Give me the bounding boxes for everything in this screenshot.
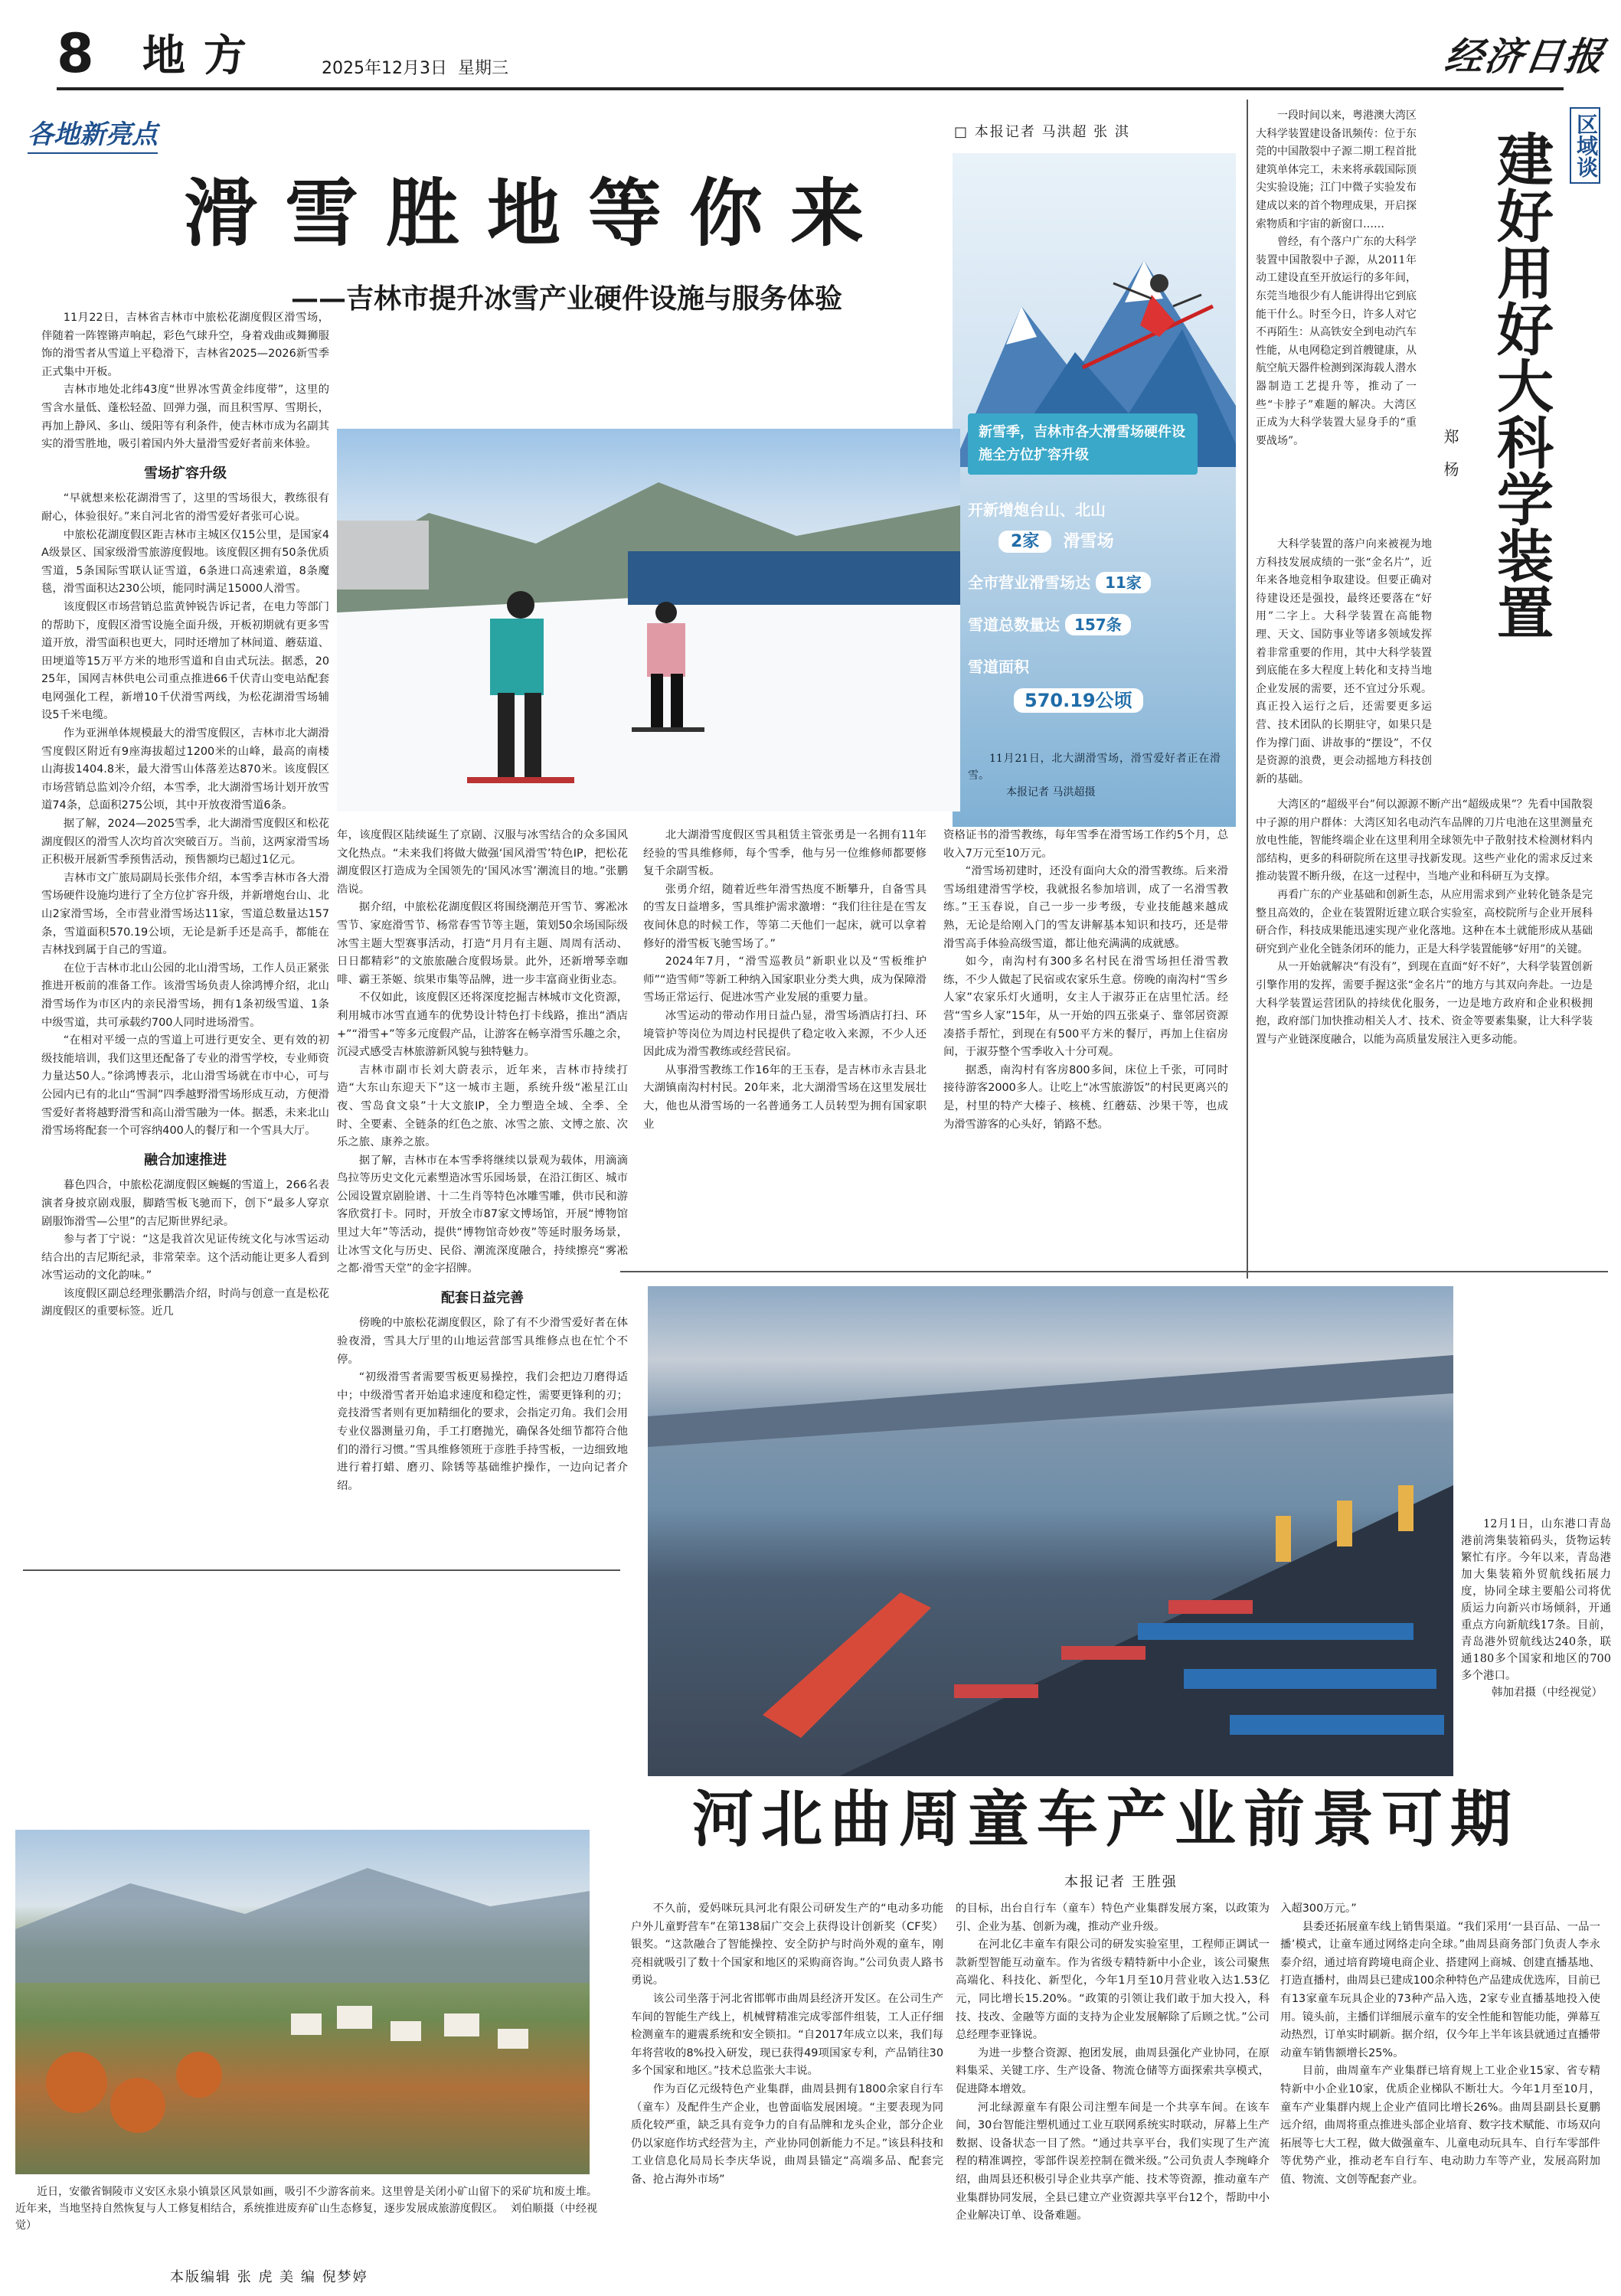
weekday-text: 星期三: [457, 59, 508, 78]
infographic-row-3: [968, 612, 1131, 635]
ski-col-3: [643, 827, 927, 1256]
paragraph: 再看广东的产业基础和创新生态，从应用需求到产业转化链条是完整且高效的，企业在装置附近建立联合实验室，高校院所与企业开展科研合作，科技成果能迅速实现产业化落地。这种在本土就能形成从基础研究到产业化全链条闭环的能力，正是大科学装置能够“好用”的关键。: [1256, 888, 1593, 955]
port-top-rule: [620, 1271, 1608, 1272]
opinion-tag: 区域谈: [1570, 107, 1600, 184]
paragraph: 在河北亿丰童车有限公司的研发实验室里，工程师正调试一款新型智能互动童车。作为省级专精特新中小企业，该公司聚焦高端化、科技化、新型化，今年1月至10月营业收入达1.53亿元，同比增长15.20%。“政策的引领让我们敢于加大投入，科技、技改、金融等方面的支持为企业发展解除了后顾之忧。”公司总经理李亚锋说。: [956, 1938, 1270, 2042]
opinion-divider: [1247, 100, 1248, 1279]
paragraph: 曾经，有个落户广东的大科学装置中国散裂中子源，从2011年动工建设直至开放运行的多年间，东莞当地很少有人能讲得出它到底能干什么。时至今日，许多人对它不再陌生：从高铁安全到电动汽车性能，从电网稳定到首艘键康，从航空航天器件检测到深海载人潜水器制造工艺提升等，推动了一些“卡脖子”难题的解决。大湾区正成为大科学装置大显身手的“重要战场”。: [1256, 236, 1417, 447]
paragraph: 中旅松花湖度假区距吉林市主城区仅15公里，是国家4A级景区、国家级滑雪旅游度假地。该度假区拥有50条优质雪道，5条国际雪联认证雪道，6条进口高速索道，8条魔毯，滑雪面积达230公顷，能同时满足15000人滑雪。: [41, 528, 329, 596]
infographic-banner: 新雪季，吉林市各大滑雪场硬件设施全方位扩容升级: [968, 413, 1198, 475]
header-rule: [57, 87, 1564, 90]
paragraph: 河北绿源童车有限公司注塑车间是一个共享车间。在该车间，30台智能注塑机通过工业互联网系统实时联动，屏幕上生产数据、设备状态一目了然。“通过共享平台，我们实现了生产流程的精准调控，零部件误差控制在微米级。”公司负责人李琬峰介绍，曲周县还积极引导企业共享产能、技术等资源，推动童车产业集群协同发展，全县已建立产业资源共享平台12个，帮助中小企业解决订单、设备难题。: [956, 2101, 1270, 2223]
paragraph: 从事滑雪教练工作16年的王玉春，是吉林市永吉县北大湖镇南沟村村民。20年来，北大湖滑雪场在这里发展壮大，他也从滑雪场的一名普通务工人员转型为拥有国家职业: [643, 1063, 927, 1131]
paragraph: 大湾区的“超级平台”何以源源不断产出“超级成果”？先看中国散裂中子源的用户群体：大湾区知名电动汽车品牌的刀片电池在这里测量充放电性能，智能终端企业在这里利用全球领先中子散射技术检测材料内部结构，更多的科研院所在这里寻找新发现。这些产业化的需求反过来推动装置不断升级，在这一过程中，当地产业和科研互为支撑。: [1256, 799, 1593, 883]
ski-slope-illustration: [337, 429, 960, 812]
row-suffix: 滑雪场: [1063, 532, 1114, 551]
village-caption: 近日，安徽省铜陵市义安区永泉小镇景区风景如画，吸引不少游客前来。这里曾是关闭小矿山留下的采矿坑和废土堆。近年来，当地坚持自然恢复与人工修复相结合，系统推进废弃矿山生态修复，逐步发展成旅游度假区。 刘伯顺摄（中经视觉）: [15, 2186, 597, 2232]
infographic-row-1-value: [998, 528, 1114, 552]
paragraph: 冰雪运动的带动作用日益凸显，滑雪场酒店打扫、环境管护等岗位为周边村民提供了稳定收入来源，不少人还因此成为滑雪教练或经营民宿。: [643, 1009, 927, 1059]
subhead-1: 雪场扩容升级: [144, 465, 227, 482]
paragraph: “初级滑雪者需要雪板更易操控，我们会把边刀磨得适中；中级滑雪者开始追求速度和稳定性，需要更锋利的刃；竞技滑雪者则有更加精细化的要求，会指定刃角。我们会用专业仪器测量刃角，手工打磨抛光，确保各处细节都符合他们的滑行习惯。”雪具维修领班于彦胜手持雪板，一边细致地进行着打蜡、磨刃、除锈等基础维护操作，一边向记者介绍。: [337, 1371, 628, 1492]
paragraph: 该公司坐落于河北省邯郸市曲周县经济开发区。在公司生产车间的智能生产线上，机械臂精准完成零部件组装，工人正仔细检测童车的避震系统和安全锁扣。“自2017年成立以来，我们每年将营收的8%投入研发，现已获得49项国家专利，产品销往30多个国家和地区。”技术总监张大丰说。: [631, 1992, 943, 2078]
paragraph: 参与者丁宁说：“这是我首次见证传统文化与冰雪运动结合出的吉尼斯纪录，非常荣幸。这个活动能让更多人看到冰雪运动的文化韵味。”: [41, 1233, 329, 1282]
stroller-headline: 河北曲周童车产业前景可期: [692, 1783, 1519, 1855]
paragraph: 年，该度假区陆续诞生了京剧、汉服与冰雪结合的众多国风文化热点。“未来我们将做大做强‘国风滑雪’特色IP，把松花湖度假区打造成为全国领先的‘国风冰雪’潮流目的地。”张鹏浩说。: [337, 829, 628, 896]
row-label: 开新增炮台山、北山: [968, 501, 1106, 519]
row-value: 11家: [1096, 572, 1151, 593]
stroller-col-3: [1280, 1900, 1600, 2268]
paragraph: 该度假区副总经理张鹏浩介绍，时尚与创意一直是松花湖度假区的重要标签。近几: [41, 1287, 329, 1318]
section-name: 地方: [142, 31, 265, 81]
village-illustration: [15, 1830, 590, 2174]
port-caption: 12月1日，山东港口青岛港前湾集装箱码头，货物运转繁忙有序。今年以来，青岛港加大集装箱外贸航线拓展力度，协同全球主要船公司将优质运力向新兴市场倾斜，开通重点方向新航线17条。目前，青岛港外贸航线达240条，联通180多个国家和地区的700多个港口。 韩加君摄（中经视觉）: [1461, 1518, 1611, 1699]
infographic-row-4: [968, 655, 1029, 677]
subhead-2: 融合加速推进: [144, 1151, 227, 1168]
paragraph: 为进一步整合资源、抱团发展，曲周县强化产业协同，在原料集采、关键工序、生产设备、物流仓储等方面探索共享模式，促进降本增效。: [956, 2046, 1270, 2095]
opinion-body-mid: [1256, 536, 1432, 789]
paragraph: 吉林市副市长刘大蔚表示，近年来，吉林市持续打造“大东山东迎天下”这一城市主题，系统升级“凇星江山夜、雪岛食文泉”十大文旅IP，全力塑造全域、全季、全时、全要素、全链条的红色之旅、冰雪之旅、文博之旅、次乐之旅、康养之旅。: [337, 1063, 628, 1149]
village-top-rule: [23, 1569, 620, 1571]
masthead-logo: 经济日报: [1442, 34, 1608, 79]
paragraph: 资格证书的滑雪教练，每年雪季在滑雪场工作约5个月，总收入7万元至10万元。: [943, 829, 1228, 860]
paragraph: 不仅如此，该度假区还将深度挖掘吉林城市文化资源，利用城市冰雪直通车的优势设计特色打卡线路，推出“酒店+”“滑雪+”等多元度假产品，让游客在畅享滑雪乐趣之余，沉浸式感受吉林旅游新风貌与独特魅力。: [337, 991, 628, 1059]
paragraph: 一段时间以来，粤港澳大湾区大科学装置建设备讯频传：位于东莞的中国散裂中子源二期工程首批建筑单体完工，未来将承载国际顶尖实验设施；江门中微子实验发布建成以来的首个物理成果，开启探索物质和宇宙的新窗口……: [1256, 109, 1417, 230]
ski-byline: □ 本报记者 马洪超 张 淇: [954, 124, 1130, 140]
paragraph: 不久前，爱妈咪玩具河北有限公司研发生产的“电动多功能户外儿童野营车”在第138届广交会上获得设计创新奖（CF奖）银奖。“这款融合了智能操控、安全防护与时尚外观的童车，刚亮相就吸引了数十个国家和地区的采购商咨询。”公司负责人路书勇说。: [631, 1902, 943, 1987]
paragraph: 县委还拓展童车线上销售渠道。“我们采用‘一县百品、一品一播’模式，让童车通过网络走向全球。”曲周县商务部门负责人李永泰介绍，通过培育跨境电商企业、搭建网上商城、创建直播基地、打造直播村，曲周县已建成100余种特色产品建成优选库，目前已有13家童车玩具企业的73种产品入选，2家专业直播基地投入使用。镜头前，主播们详细展示童车的安全性能和智能功能，弹幕互动热烈，订单实时刷新。据介绍，仅今年上半年该县就通过直播带动童车销售额增长25%。: [1280, 1920, 1600, 2059]
ski-col-2: [337, 827, 628, 1562]
paragraph: 入超300万元。”: [1280, 1902, 1357, 1915]
opinion-body-bottom: [1256, 796, 1593, 1263]
page-number: 8: [57, 22, 94, 85]
paragraph: 作为亚洲单体规模最大的滑雪度假区，吉林市北大湖滑雪度假区附近有9座海拔超过1200米的山峰，最高的南楼山海拔1404.8米，最大滑雪山体落差达870米。该度假区市场营销总监刘冷介绍，本雪季，北大湖滑雪场计划开放雪道74条，总面积275公顷，其中开放夜滑雪道6条。: [41, 727, 329, 812]
opinion-body-top: [1256, 107, 1417, 536]
ski-col-4: [943, 827, 1228, 1256]
row-label: 雪道总数量达: [968, 616, 1060, 634]
ski-headline: 滑雪胜地等你来: [184, 170, 891, 256]
paragraph: 11月22日，吉林省吉林市中旅松花湖度假区滑雪场，伴随着一阵铿锵声响起，彩色气球升空，身着戏曲或舞狮服饰的滑雪者从雪道上平稳滑下，吉林省2025—2026新雪季正式集中开板。: [41, 312, 329, 378]
opinion-author: 郑 杨: [1441, 429, 1459, 483]
ski-col-1: [41, 309, 329, 1565]
infographic-row-1: [968, 498, 1106, 520]
paragraph: “滑雪场初建时，还没有面向大众的滑雪教练。后来滑雪场组建滑雪学校，我就报名参加培训，成了一名滑雪教练。”王玉春说，自己一步一步考级，专业技能越来越成熟，无论是给刚入门的雪友讲解基本知识和技巧，还是带滑雪高手体验高级雪道，都让他充满满的成就感。: [943, 865, 1228, 950]
paragraph: 据悉，南沟村有客房800多间，床位上千张，可同时接待游客2000多人。让吃上“冰雪旅游饭”的村民更离兴的是，村里的特产大榛子、核桃、红蘑菇、沙果干等，也成为滑雪游客的心头好，销路不愁。: [943, 1063, 1228, 1131]
paragraph: 吉林市地处北纬43度“世界冰雪黄金纬度带”，这里的雪含水量低、蓬松轻盈、回弹力强，而且积雪厚、雪期长，再加上静风、多山、缓阳等有利条件，使吉林市成为名副其实的滑雪胜地，吸引着国内外大量滑雪爱好者前来体验。: [41, 384, 329, 451]
paragraph: 据了解，2024—2025雪季，北大湖滑雪度假区和松花湖度假区的滑雪人次均首次突破百万。当前，这两家滑雪场正积极开展新雪季预售活动，预售额均已超过1亿元。: [41, 818, 329, 867]
ski-photo: [337, 429, 960, 812]
row-value: 157条: [1065, 614, 1131, 635]
paragraph: 在位于吉林市北山公园的北山滑雪场，工作人员正紧张推进开板前的准备工作。该滑雪场负责人徐鸿博介绍，北山滑雪场作为市区内的亲民滑雪场，拥有1条初级雪道、1条中级雪道，共可承载约700人同时进场滑雪。: [41, 962, 329, 1029]
row-label: 雪道面积: [968, 658, 1029, 676]
stroller-col-1: [631, 1900, 943, 2268]
subhead-3: 配套日益完善: [441, 1289, 524, 1306]
stroller-byline: 本报记者 王胜强: [1064, 1874, 1178, 1890]
row-value: 2家: [998, 531, 1051, 553]
paragraph: 的目标，出台自行车（童车）特色产业集群发展方案，以政策为引、企业为基、创新为魂，推动产业升级。: [956, 1902, 1270, 1933]
date-text: 2025年12月3日: [322, 59, 447, 78]
paragraph: 张勇介绍，随着近些年滑雪热度不断攀升，自备雪具的雪友日益增多，雪具维护需求激增：“我们往往是在雪友夜间休息的时候工作，等第二天他们一起床，就可以拿着修好的滑雪板飞驰雪场了。”: [643, 883, 927, 950]
infographic-row-4-value: [1014, 685, 1143, 712]
paragraph: 作为百亿元级特色产业集群，曲周县拥有1800余家自行车（童车）及配件生产企业，也曾面临发展困境。“主要表现为同质化较严重，缺乏具有竞争力的自有品牌和龙头企业，部分企业仍以家庭作坊式经营为主，产业协同创新能力不足。”该县科技和工业信息化局局长李庆华说，曲周县锚定“高端多品、配套完备、抢占海外市场”: [631, 2082, 943, 2186]
paragraph: 如今，南沟村有300多名村民在滑雪场担任滑雪教练，不少人做起了民宿或农家乐生意。傍晚的南沟村“雪乡人家”农家乐灯火通明，女主人于淑芬正在店里忙活。经营“雪乡人家”15年，从一开始的四五张桌子、靠邻居资源凑搭手帮忙，到现在有500平方米的餐厅，再加上住宿房间，于淑芬整个雪季收入十分可观。: [943, 955, 1228, 1059]
ski-photo-caption: 11月21日，北大湖滑雪场，滑雪爱好者正在滑雪。 本报记者 马洪超摄: [968, 753, 1221, 799]
infographic-row-2: [968, 570, 1151, 593]
paragraph: 吉林市文广旅局副局长张伟介绍，本雪季吉林市各大滑雪场硬件设施均进行了全方位扩容升级，并新增炮台山、北山2家滑雪场，全市营业滑雪场达11家，雪道总数量达157条，雪道面积570.19公顷，无论是新手还是高手，都能在吉林找到属于自己的雪道。: [41, 871, 329, 957]
paragraph: “在相对平缓一点的雪道上可进行更安全、更有效的初级技能培训，我们这里还配备了专业的滑雪学校，专业师资力量达50人。”徐鸿博表示，北山滑雪场就在市中心，可与公园内已有的北山“雪洞”四季越野滑雪场形成互动，方便滑雪爱好者将越野滑雪和高山滑雪融为一体。据悉，未来北山滑雪场将配套一个可容纳400人的餐厅和一个雪具大厅。: [41, 1034, 329, 1138]
paragraph: 2024年7月，“滑雪巡教员”新职业以及“雪板维护师”“造雪师”等新工种纳入国家职业分类大典，成为保障滑雪场正常运行、促进冰雪产业发展的重要力量。: [643, 955, 927, 1004]
paragraph: 傍晚的中旅松花湖度假区，除了有不少滑雪爱好者在体验夜滑，雪具大厅里的山地运营部雪具维修点也在忙个不停。: [337, 1317, 628, 1366]
village-photo: [15, 1830, 590, 2174]
column-tag: 各地新亮点: [28, 113, 158, 154]
skier-illustration: [1067, 253, 1221, 390]
paragraph: 据了解，吉林市在本雪季将继续以景观为载体，用滴滴鸟拉等历史文化元素塑造冰雪乐园场景，在沿江街区、城市公园设置京剧脸谱、十二生肖等特色冰雕雪雕，供市民和游客欣赏打卡。同时，开放全市87家文博场馆，开展“博物馆里过大年”等活动，提供“博物馆奇妙夜”等延时服务场景，让冰雪文化与历史、民俗、潮流深度融合，持续擦亮“雾凇之都·滑雪天堂”的金字招牌。: [337, 1154, 628, 1275]
row-label: 全市营业滑雪场达: [968, 573, 1090, 592]
port-photo: [648, 1286, 1453, 1776]
paragraph: 暮色四合，中旅松花湖度假区蜿蜒的雪道上，266名表演者身披京剧戏服，脚踏雪板飞驰而下，创下“最多人穿京剧服饰滑雪—公里”的吉尼斯世界纪录。: [41, 1179, 329, 1228]
paragraph: 从一开始就解决“有没有”，到现在直面“好不好”，大科学装置创新引擎作用的发挥，需要手握这张“金名片”的地方与其双向奔赴。一边是大科学装置运营团队的持续优化服务，一边是地方政府和企业积极拥抱，政府部门加快推动相关人才、技术、资金等要素集聚，让大科学装置与产业链深度融合，以能为高质量发展注入更多动能。: [1256, 961, 1593, 1046]
row-value: 570.19公顷: [1014, 688, 1143, 713]
paragraph: 目前，曲周童车产业集群已培育规上工业企业15家、省专精特新中小企业10家，优质企业梯队不断壮大。今年1月至10月，童车产业集群内规上企业产值同比增长26%。曲周县副县长夏鹏远介绍，曲周将重点推进头部企业培育、数字技术赋能、市场双向拓展等七大工程，做大做强童车、儿童电动玩具车、自行车零部件等优势产业，推动老车自行车、电动助力车等产业，发展高附加值、物流、文创等配套产业。: [1280, 2065, 1600, 2186]
paragraph: 该度假区市场营销总监黄钟锐告诉记者，在电力等部门的帮助下，度假区滑雪设施全面升级，开板初期就有更多雪道开放，滑雪面积也更大，同时还增加了林间道、蘑菇道、田埂道等15万平方米的地形雪道和自由式玩法。据悉，2025年，国网吉林供电公司重点推进66千伏青山变电站配套电网强化工程，新增10千伏滑雪两线，为松花湖滑雪场辅设5千米电缆。: [41, 600, 329, 722]
paragraph: 北大湖滑雪度假区雪具租赁主管张勇是一名拥有11年经验的雪具维修师，每个雪季，他与另一位维修师都要修复千余副雪板。: [643, 829, 927, 878]
port-illustration: [648, 1286, 1453, 1776]
paragraph: 据介绍，中旅松花湖度假区将围绕潮范开雪节、雾凇冰雪节、家庭滑雪节、杨常春雪节等主题，策划50余场国际级冰雪主题大型赛事活动，打造“月月有主题、周周有活动、日日都精彩”的文旅旅融合度假场景。此外，还新增琴幸咖啡、霸王茶姬、缤果市集等品牌，进一步丰富商业街业态。: [337, 901, 628, 986]
ski-infographic: [953, 153, 1236, 827]
page-footer: 本版编辑 张 虎 美 编 倪梦婷: [170, 2269, 368, 2285]
paragraph: “早就想来松花湖滑雪了，这里的雪场很大，教练很有耐心，体验很好。”来自河北省的滑雪爱好者张可心说。: [41, 492, 329, 523]
opinion-headline: 建好用好大科学装置: [1488, 130, 1554, 640]
paragraph: 大科学装置的落户向来被视为地方科技发展成绩的一张“金名片”，近年来各地竞相争取建设。但要正确对待建设还是强投，最终还要落在“好用”二字上。大科学装置在高能物理、天文、国防事业等诸多领域发挥着非常重要的作用，其中大科学装置到底能在多大程度上转化和支持当地企业发展的需要，还不宜过分乐观。真正投入运行之后，还需要更多运营、技术团队的长期驻守，如果只是作为撑门面、讲故事的“摆设”，不仅是资源的浪费，更会动摇地方科技创新的基础。: [1256, 538, 1432, 785]
issue-date: [322, 58, 508, 80]
stroller-col-2: [956, 1900, 1270, 2268]
ski-subheadline: ——吉林市提升冰雪产业硬件设施与服务体验: [291, 283, 843, 315]
